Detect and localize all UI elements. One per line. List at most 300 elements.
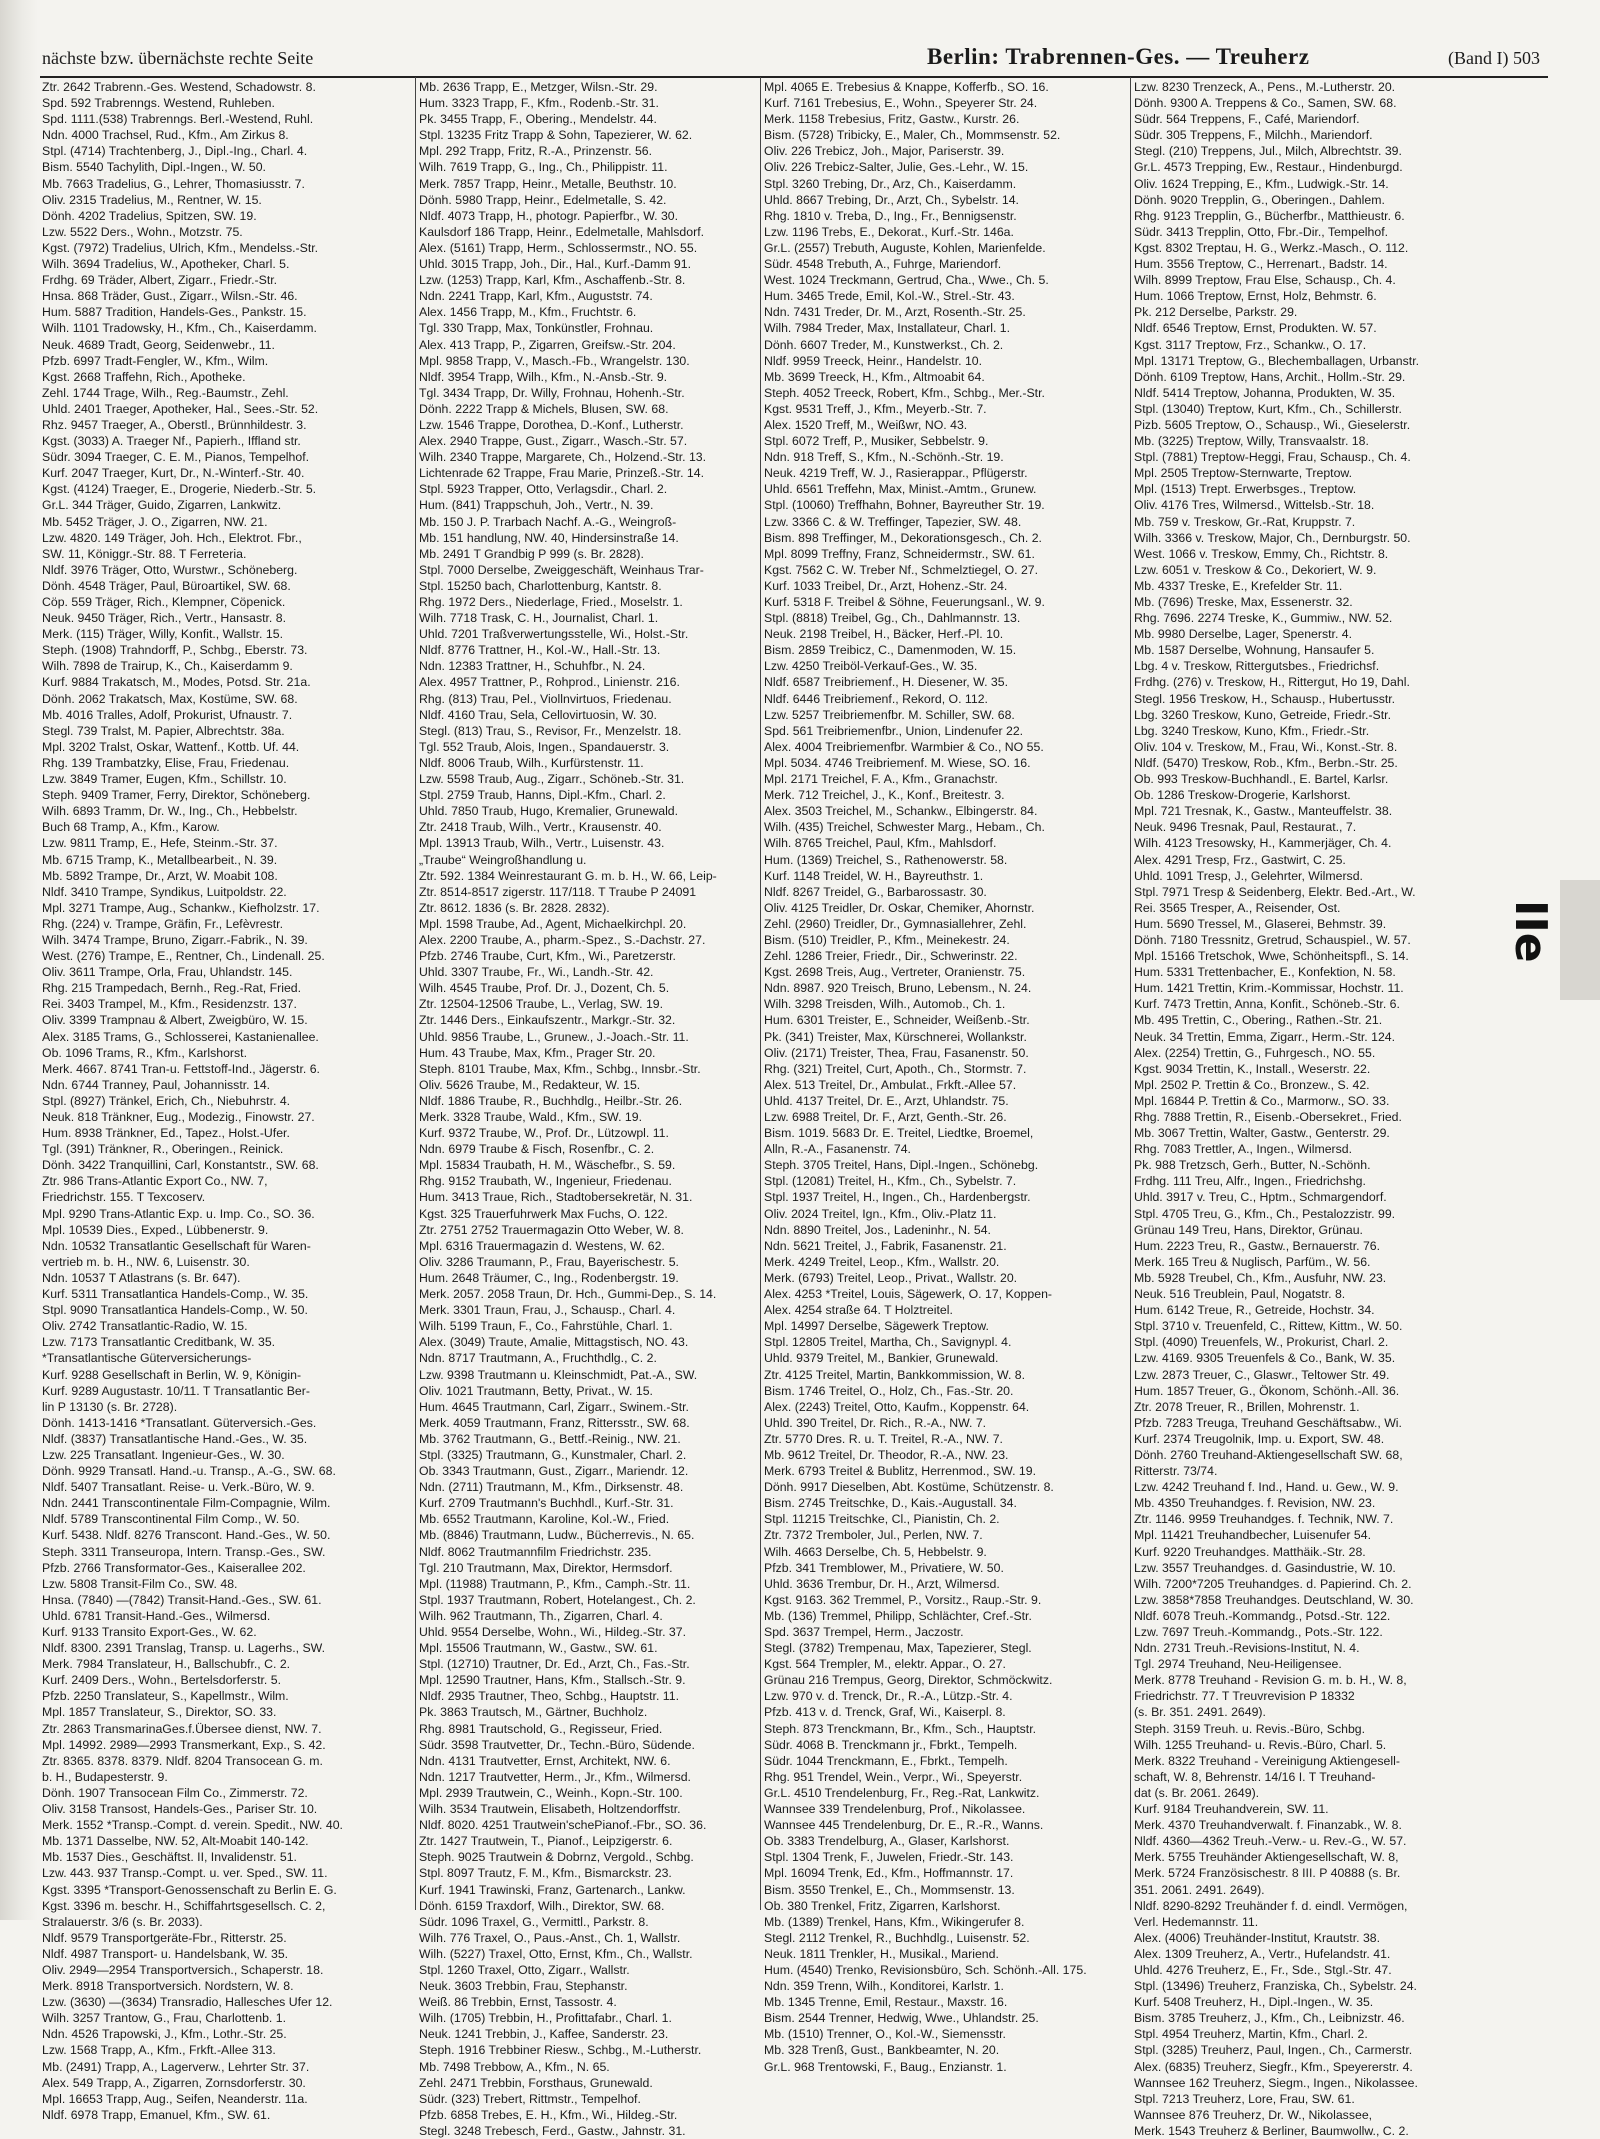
- directory-entry: Hum. 43 Traube, Max, Kfm., Prager Str. 20.: [419, 1045, 656, 1060]
- directory-entry: Wilh. 7984 Treder, Max, Installateur, Charl. 1.: [764, 321, 1011, 336]
- directory-entry: Nldf. 5789 Transcontinental Film Comp., W. 50.: [42, 1512, 300, 1527]
- directory-entry: Südr. 564 Treppens, F., Café, Mariendorf.: [1134, 112, 1360, 127]
- directory-entry: Ob. 1096 Trams, R., Kfm., Karlshorst.: [42, 1045, 248, 1060]
- directory-entry: Dönh. 4202 Tradelius, Spitzen, SW. 19.: [42, 208, 257, 223]
- directory-entry: Stpl. 15250 bach, Charlottenburg, Kantstr. 8.: [419, 578, 662, 593]
- directory-entry: Merk. 3301 Traun, Frau, J., Schausp., Charl. 4.: [419, 1303, 676, 1318]
- directory-entry: Mpl. 1598 Traube, Ad., Agent, Michaelkirchpl. 20.: [419, 916, 687, 931]
- directory-entry: Kgst. 325 Trauerfuhrwerk Max Fuchs, O. 122.: [419, 1206, 668, 1221]
- directory-entry: Stpl. (13040) Treptow, Kurt, Kfm., Ch., Schillerstr.: [1134, 401, 1402, 416]
- directory-entry: Stpl. (7881) Treptow-Heggi, Frau, Schausp., Ch. 4.: [1134, 450, 1411, 465]
- directory-entry: Stpl. 3260 Trebing, Dr., Arz, Ch., Kaiserdamm.: [764, 176, 1017, 191]
- directory-entry: Spd. 561 Treibriemenfbr., Union, Lindenufer 22.: [764, 723, 1024, 738]
- directory-entry: Kgst. 3117 Treptow, Frz., Schankw., O. 17.: [1134, 337, 1367, 352]
- directory-entry: Uhld. 9379 Treitel, M., Bankier, Grunewald.: [764, 1351, 999, 1366]
- directory-entry: Rhg. 7083 Trettler, A., Ingen., Wilmersd.: [1134, 1142, 1353, 1157]
- directory-entry: Mb. 3067 Trettin, Walter, Gastw., Genterstr. 29.: [1134, 1126, 1390, 1141]
- directory-entry: Bism. (510) Treidler, P., Kfm., Meinekestr. 24.: [764, 932, 1010, 947]
- directory-entry: Mpl. 3202 Tralst, Oskar, Wattenf., Kottb. Uf. 44.: [42, 739, 300, 754]
- directory-entry: Wilh. 7200*7205 Treuhandges. d. Papierind. Ch. 2.: [1134, 1576, 1412, 1591]
- directory-entry: Lzw. 9398 Trautmann u. Kleinschmidt, Pat.-A., SW.: [419, 1367, 698, 1382]
- directory-entry: Alex. 4004 Treibriemenfbr. Warmbier & Co., NO 55.: [764, 739, 1044, 754]
- directory-entry: Rhz. 9457 Traeger, A., Oberstl., Brünnhildestr. 3.: [42, 417, 307, 432]
- directory-entry: Ztr. 5770 Dres. R. u. T. Treitel, R.-A., NW. 7.: [764, 1431, 1003, 1446]
- directory-entry: Oliv. 1021 Trautmann, Betty, Privat., W. 15.: [419, 1383, 653, 1398]
- directory-entry: Mb. 328 Trenß, Gust., Bankbeamter, N. 20.: [764, 2043, 1000, 2058]
- directory-entry: Ndn. 6744 Tranney, Paul, Johannisstr. 14.: [42, 1077, 271, 1092]
- directory-entry: Alex. 2940 Trappe, Gust., Zigarr., Wasch.-Str. 57.: [419, 434, 688, 449]
- directory-column-3: [764, 79, 1127, 2075]
- directory-entry: Buch 68 Tramp, A., Kfm., Karow.: [42, 820, 220, 835]
- directory-entry: Merk. 5724 Französischestr. 8 III. P 40888 (s. Br.: [1134, 1866, 1401, 1881]
- directory-entry: Zehl. 1286 Treier, Friedr., Dir., Schwerinstr. 22.: [764, 949, 1018, 964]
- directory-entry: Mpl. 15166 Tretschok, Wwe, Schönheitspfl., S. 14.: [1134, 949, 1409, 964]
- directory-entry: Kgst. 564 Trempler, M., elektr. Appar., O. 27.: [764, 1657, 1006, 1672]
- directory-entry: Mb. 1371 Dasselbe, NW. 52, Alt-Moabit 140-142.: [42, 1834, 309, 1849]
- directory-entry: Lzw. (3630) —(3634) Transradio, Hallesches Ufer 12.: [42, 1995, 333, 2010]
- directory-entry: Stpl. (13496) Treuherz, Franziska, Ch., Sybelstr. 24.: [1134, 1979, 1417, 1994]
- directory-entry: Friedrichstr. 77. T Treuvrevision P 18332: [1134, 1689, 1355, 1704]
- directory-entry: Stegl. (210) Treppens, Jul., Milch, Albrechtstr. 39.: [1134, 144, 1402, 159]
- directory-entry: Südr. (323) Trebert, Rittmstr., Tempelhof.: [419, 2091, 641, 2106]
- column-rule: [415, 77, 416, 1910]
- directory-entry: Merk. 2057. 2058 Traun, Dr. Hch., Gummi-Dep., S. 14.: [419, 1287, 717, 1302]
- directory-entry: Tgl. (391) Tränkner, R., Oberingen., Reinick.: [42, 1142, 284, 1157]
- directory-entry: Pk. 988 Tretzsch, Gerh., Butter, N.-Schönh.: [1134, 1158, 1371, 1173]
- directory-entry: Wilh. 8999 Treptow, Frau Else, Schausp., Ch. 4.: [1134, 273, 1396, 288]
- directory-entry: Kgst. (4124) Traeger, E., Drogerie, Niederb.-Str. 5.: [42, 482, 317, 497]
- directory-entry: Mb. (1510) Trenner, O., Kol.-W., Siemensstr.: [764, 2027, 1006, 2042]
- directory-entry: Wilh. (1705) Trebbin, H., Profittafabr., Charl. 1.: [419, 2011, 672, 2026]
- directory-entry: Stpl. 2759 Traub, Hanns, Dipl.-Kfm., Charl. 2.: [419, 788, 666, 803]
- directory-entry: Nldf. 8006 Traub, Wilh., Kurfürstenstr. 11.: [419, 755, 644, 770]
- directory-entry: Wilh. 3366 v. Treskow, Major, Ch., Dernburgstr. 50.: [1134, 530, 1411, 545]
- directory-entry: Wilh. (5227) Traxel, Otto, Ernst, Kfm., Ch., Wallstr.: [419, 1946, 693, 1961]
- directory-entry: Mb. 5892 Trampe, Dr., Arzt, W. Moabit 108.: [42, 868, 278, 883]
- directory-entry: Wilh. (435) Treichel, Schwester Marg., Hebam., Ch.: [764, 820, 1045, 835]
- directory-entry: Dönh. 6607 Treder, M., Kunstwerkst., Ch. 2.: [764, 337, 1004, 352]
- directory-entry: Merk. 6793 Treitel & Bublitz, Herrenmod., SW. 19.: [764, 1464, 1037, 1479]
- directory-entry: Mb. 2636 Trapp, E., Metzger, Wilsn.-Str. 29.: [419, 80, 658, 94]
- directory-entry: Oliv. (2171) Treister, Thea, Frau, Fasanenstr. 50.: [764, 1045, 1029, 1060]
- directory-entry: Rhg. 215 Trampedach, Bernh., Reg.-Rat, Fried.: [42, 981, 302, 996]
- directory-entry: Rhg. 951 Trendel, Wein., Verpr., Wi., Speyerstr.: [764, 1769, 1023, 1784]
- directory-entry: Mpl. 4065 E. Trebesius & Knappe, Kofferfb., SO. 16.: [764, 80, 1049, 94]
- directory-entry: Ndn. 8890 Treitel, Jos., Ladeninhr., N. 54.: [764, 1222, 991, 1237]
- directory-entry: Ndn. 8987. 920 Treisch, Bruno, Lebensm., N. 24.: [764, 981, 1032, 996]
- directory-entry: Stegl. 3248 Trebesch, Ferd., Gastw., Jahnstr. 31.: [419, 2123, 686, 2138]
- directory-column-2: [419, 79, 757, 2139]
- directory-entry: Alex. (4006) Treuhänder-Institut, Krautstr. 38.: [1134, 1930, 1381, 1945]
- directory-entry: Stpl. 7971 Tresp & Seidenberg, Elektr. Bed.-Art., W.: [1134, 884, 1416, 899]
- directory-entry: Mpl. 5034. 4746 Treibriemenf. M. Wiese, SO. 16.: [764, 755, 1031, 770]
- directory-entry: Grünau 216 Trempus, Georg, Direktor, Schmöckwitz.: [764, 1673, 1053, 1688]
- directory-entry: Nldf. 4073 Trapp, H., photogr. Papierfbr., W. 30.: [419, 208, 679, 223]
- directory-entry: Südr. 1096 Traxel, G., Vermittl., Parkstr. 8.: [419, 1914, 649, 1929]
- directory-entry: Wilh. 1255 Treuhand- u. Revis.-Büro, Charl. 5.: [1134, 1737, 1387, 1752]
- directory-entry: Neuk. 34 Trettin, Emma, Zigarr., Herm.-Str. 124.: [1134, 1029, 1396, 1044]
- directory-entry: Bism. 1019. 5683 Dr. E. Treitel, Liedtke, Broemel,: [764, 1126, 1034, 1141]
- directory-entry: Dönh. 2760 Treuhand-Aktiengesellschaft SW. 68,: [1134, 1447, 1403, 1462]
- directory-entry: Stpl. (8818) Treibel, Gg., Ch., Dahlmannstr. 13.: [764, 611, 1021, 626]
- directory-entry: Hum. 3323 Trapp, F., Kfm., Rodenb.-Str. 31.: [419, 96, 659, 111]
- directory-entry: Stpl. 1937 Treitel, H., Ingen., Ch., Hardenbergstr.: [764, 1190, 1031, 1205]
- directory-entry: Dönh. 5980 Trapp, Heinr., Edelmetalle, S. 42.: [419, 192, 667, 207]
- directory-entry: Friedrichstr. 155. T Texcoserv.: [42, 1190, 206, 1205]
- directory-entry: Nldf. 6078 Treuh.-Kommandg., Potsd.-Str. 122.: [1134, 1608, 1391, 1623]
- header-page-number: (Band I) 503: [1448, 48, 1540, 68]
- directory-entry: Merk. 4370 Treuhandverwalt. f. Finanzabk., W. 8.: [1134, 1818, 1402, 1833]
- directory-entry: Alex. 413 Trapp, P., Zigarren, Greifsw.-Str. 204.: [419, 337, 676, 352]
- directory-entry: Dönh. 9917 Dieselben, Abt. Kostüme, Schützenstr. 8.: [764, 1480, 1054, 1495]
- directory-entry: Steph. 8101 Traube, Max, Kfm., Schbg., Innsbr.-Str.: [419, 1061, 701, 1076]
- directory-entry: Lzw. 3366 C. & W. Treffinger, Tapezier, SW. 48.: [764, 514, 1022, 529]
- directory-entry: Uhld. 3636 Trembur, Dr. H., Arzt, Wilmersd.: [764, 1576, 1000, 1591]
- directory-entry: Mb. (2491) Trapp, A., Lagerverw., Lehrter Str. 37.: [42, 2059, 310, 2074]
- directory-entry: Alex. (2243) Treitel, Otto, Kaufm., Koppenstr. 64.: [764, 1399, 1030, 1414]
- directory-entry: Hum. 5887 Tradition, Handels-Ges., Pankstr. 15.: [42, 305, 307, 320]
- directory-entry: Dönh. 2062 Trakatsch, Max, Kostüme, SW. 68.: [42, 691, 298, 706]
- directory-entry: Südr. 3598 Trautvetter, Dr., Techn.-Büro, Südende.: [419, 1737, 695, 1752]
- directory-entry: Bism. 3550 Trenkel, E., Ch., Mommsenstr. 13.: [764, 1882, 1015, 1897]
- directory-entry: Oliv. 3158 Transost, Handels-Ges., Pariser Str. 10.: [42, 1802, 318, 1817]
- directory-entry: Dönh. 1907 Transocean Film Co., Zimmerstr. 72.: [42, 1785, 308, 1800]
- directory-entry: Alex. 1309 Treuherz, A., Vertr., Hufelandstr. 41.: [1134, 1946, 1391, 1961]
- directory-entry: Neuk. 1241 Trebbin, J., Kaffee, Sanderstr. 23.: [419, 2027, 669, 2042]
- directory-entry: Hum. 1857 Treuer, G., Ökonom, Schönh.-All. 36.: [1134, 1383, 1400, 1398]
- directory-entry: Kgst. 7562 C. W. Treber Nf., Schmelztiegel, O. 27.: [764, 562, 1039, 577]
- directory-entry: Wilh. 962 Trautmann, Th., Zigarren, Charl. 4.: [419, 1608, 663, 1623]
- directory-entry: Ztr. 986 Trans-Atlantic Export Co., NW. 7,: [42, 1174, 268, 1189]
- directory-entry: SW. 11, Königgr.-Str. 88. T Ferreteria.: [42, 546, 247, 561]
- directory-entry: Mb. 4337 Treske, E., Krefelder Str. 11.: [1134, 578, 1343, 593]
- directory-entry: Mb. 9612 Treitel, Dr. Theodor, R.-A., NW. 23.: [764, 1447, 1009, 1462]
- directory-entry: Ztr. 592. 1384 Weinrestaurant G. m. b. H., W. 66, Leip-: [419, 868, 717, 883]
- directory-entry: Uhld. 4276 Treuherz, E., Fr., Sde., Stgl.-Str. 47.: [1134, 1962, 1392, 1977]
- directory-entry: Ob. 3343 Trautmann, Gust., Zigarr., Mariendr. 12.: [419, 1464, 689, 1479]
- directory-entry: Kurf. 5311 Transatlantica Handels-Comp., W. 35.: [42, 1287, 309, 1302]
- directory-entry: Kurf. 5318 F. Treibel & Söhne, Feuerungsanl., W. 9.: [764, 595, 1045, 609]
- directory-entry: Ndn. 5621 Treitel, J., Fabrik, Fasanenstr. 21.: [764, 1238, 1007, 1253]
- directory-entry: Merk. 3328 Traube, Wald., Kfm., SW. 19.: [419, 1110, 643, 1124]
- directory-entry: Stpl. (4090) Treuenfels, W., Prokurist, Charl. 2.: [1134, 1335, 1389, 1350]
- directory-entry: Ztr. 8612. 1836 (s. Br. 2828. 2832).: [419, 900, 610, 915]
- directory-entry: dat (s. Br. 2061. 2649).: [1134, 1785, 1260, 1800]
- directory-entry: Kgst. 3396 m. beschr. H., Schiffahrtsgesellsch. C. 2,: [42, 1898, 326, 1913]
- directory-entry: Gr.L. 4510 Trendelenburg, Fr., Reg.-Rat, Lankwitz.: [764, 1785, 1040, 1800]
- directory-entry: Mpl. 1857 Translateur, S., Direktor, SO. 33.: [42, 1705, 277, 1720]
- directory-entry: Wilh. 2340 Trappe, Margarete, Ch., Holzend.-Str. 13.: [419, 450, 707, 465]
- directory-entry: Nldf. 9959 Treeck, Heinr., Handelstr. 10.: [764, 353, 983, 368]
- directory-entry: Wannsee 339 Trendelenburg, Prof., Nikolassee.: [764, 1802, 1026, 1817]
- directory-entry: Stpl. (12710) Trautner, Dr. Ed., Arzt, Ch., Fas.-Str.: [419, 1657, 690, 1672]
- directory-entry: Dönh. 4548 Träger, Paul, Büroartikel, SW. 68.: [42, 578, 291, 593]
- directory-entry: Nldf. 6978 Trapp, Emanuel, Kfm., SW. 61.: [42, 2107, 271, 2122]
- directory-entry: Mb. 5928 Treubel, Ch., Kfm., Ausfuhr, NW. 23.: [1134, 1270, 1387, 1285]
- directory-entry: Spd. 3637 Trempel, Herm., Jaczostr.: [764, 1625, 964, 1639]
- directory-entry: Neuk. 3603 Trebbin, Frau, Stephanstr.: [419, 1979, 628, 1994]
- directory-entry: Mpl. 10539 Dies., Exped., Lübbenerstr. 9.: [42, 1222, 269, 1237]
- directory-entry: Kurf. 2374 Treugolnik, Imp. u. Export, SW. 48.: [1134, 1431, 1385, 1446]
- header-left: nächste bzw. übernächste rechte Seite: [42, 48, 314, 68]
- directory-entry: Alex. (3049) Traute, Amalie, Mittagstisch, NO. 43.: [419, 1335, 689, 1350]
- directory-entry: Oliv. 5626 Traube, M., Redakteur, W. 15.: [419, 1077, 641, 1092]
- directory-entry: Gr.L. 4573 Trepping, Ew., Restaur., Hindenburgd.: [1134, 160, 1403, 175]
- directory-entry: vertrieb m. b. H., NW. 6, Luisenstr. 30.: [42, 1254, 250, 1269]
- directory-entry: Stpl. 1260 Traxel, Otto, Zigarr., Wallstr.: [419, 1962, 630, 1977]
- directory-entry: Bism. (5728) Tribicky, E., Maler, Ch., Mommsenstr. 52.: [764, 128, 1061, 143]
- directory-entry: Mb. 4016 Tralles, Adolf, Prokurist, Ufnaustr. 7.: [42, 707, 293, 722]
- directory-entry: Ndn. 359 Trenn, Wilh., Konditorei, Karlstr. 1.: [764, 1979, 1004, 1994]
- directory-entry: Wilh. 5199 Traun, F., Co., Fahrstühle, Charl. 1.: [419, 1319, 673, 1334]
- directory-entry: Nldf. 1886 Traube, R., Buchhdlg., Heilbr.-Str. 26.: [419, 1093, 683, 1108]
- directory-entry: Kurf. 2709 Trautmann's Buchhdl., Kurf.-Str. 31.: [419, 1496, 674, 1511]
- directory-entry: Uhld. 3015 Trapp, Joh., Dir., Hal., Kurf.-Damm 91.: [419, 257, 692, 272]
- directory-entry: Steph. (1908) Trahndorff, P., Schbg., Eberstr. 73.: [42, 643, 308, 658]
- directory-entry: Hum. 2648 Träumer, C., Ing., Rodenbergstr. 19.: [419, 1270, 679, 1285]
- column-rule: [760, 77, 761, 1910]
- directory-entry: Mb. 6552 Trautmann, Karoline, Kol.-W., Fried.: [419, 1512, 670, 1527]
- directory-entry: Mpl. 292 Trapp, Fritz, R.-A., Prinzenstr. 56.: [419, 144, 653, 159]
- directory-entry: Südr. 1044 Trenckmann, E., Fbrkt., Tempelh.: [764, 1753, 1008, 1768]
- directory-entry: Mb. 759 v. Treskow, Gr.-Rat, Kruppstr. 7.: [1134, 514, 1356, 529]
- directory-entry: Steph. 9409 Tramer, Ferry, Direktor, Schöneberg.: [42, 788, 311, 803]
- directory-entry: Mpl. 9858 Trapp, V., Masch.-Fb., Wrangelstr. 130.: [419, 353, 690, 368]
- directory-entry: Kurf. 7473 Trettin, Anna, Konfit., Schöneb.-Str. 6.: [1134, 997, 1400, 1012]
- directory-entry: Mb. 5452 Träger, J. O., Zigarren, NW. 21.: [42, 514, 268, 529]
- directory-entry: Oliv. 4125 Treidler, Dr. Oskar, Chemiker, Ahornstr.: [764, 900, 1035, 915]
- directory-entry: Merk. 7984 Translateur, H., Ballschubfr., C. 2.: [42, 1657, 291, 1672]
- directory-entry: Ndn. 2441 Transcontinentale Film-Compagnie, Wilm.: [42, 1496, 331, 1511]
- directory-entry: Ndn. 10537 T Atlastrans (s. Br. 647).: [42, 1270, 241, 1285]
- directory-entry: Merk. 712 Treichel, J., K., Konf., Breitestr. 3.: [764, 788, 1005, 803]
- directory-entry: Mb. 9980 Derselbe, Lager, Spenerstr. 4.: [1134, 627, 1353, 642]
- directory-entry: Hum. 3465 Trede, Emil, Kol.-W., Strel.-Str. 43.: [764, 289, 1015, 304]
- directory-entry: Wilh. 776 Traxel, O., Paus.-Anst., Ch. 1, Wallstr.: [419, 1930, 681, 1945]
- directory-entry: Tgl. 330 Trapp, Max, Tonkünstler, Frohnau.: [419, 321, 654, 336]
- directory-entry: Nldf. 6446 Treibriemenf., Rekord, O. 112.: [764, 691, 988, 706]
- directory-entry: Hum. 6142 Treue, R., Getreide, Hochstr. 34.: [1134, 1303, 1375, 1318]
- directory-entry: Ndn. 6979 Traube & Fisch, Rosenfbr., C. 2.: [419, 1142, 655, 1157]
- directory-entry: Verl. Hedemannstr. 11.: [1134, 1914, 1259, 1929]
- page-edge-glyph: IIe: [1505, 900, 1556, 963]
- directory-entry: Lzw. 3557 Treuhandges. d. Gasindustrie, W. 10.: [1134, 1560, 1396, 1575]
- directory-entry: Mb. 1537 Dies., Geschäftst. II, Invalidenstr. 51.: [42, 1850, 297, 1865]
- directory-entry: Ob. 1286 Treskow-Drogerie, Karlshorst.: [1134, 788, 1351, 803]
- directory-entry: Merk. 4667. 8741 Tran-u. Fettstoff-Ind., Jägerstr. 6.: [42, 1061, 320, 1076]
- directory-entry: Frdhg. 111 Treu, Alfr., Ingen., Friedrichshg.: [1134, 1174, 1366, 1189]
- directory-entry: Merk. 1158 Trebesius, Fritz, Gastw., Kurstr. 26.: [764, 112, 1020, 127]
- directory-entry: Ndn. 2731 Treuh.-Revisions-Institut, N. 4.: [1134, 1641, 1360, 1656]
- directory-entry: Lzw. (1253) Trapp, Karl, Kfm., Aschaffenb.-Str. 8.: [419, 273, 686, 288]
- directory-entry: Dönh. 6109 Treptow, Hans, Archit., Hollm.-Str. 29.: [1134, 369, 1406, 384]
- directory-entry: Stpl. 13235 Fritz Trapp & Sohn, Tapezierer, W. 62.: [419, 128, 693, 143]
- directory-entry: Merk. 4249 Treitel, Leop., Kfm., Wallstr. 20.: [764, 1254, 1000, 1269]
- directory-entry: Pfzb. 6858 Trebes, E. H., Kfm., Wi., Hildeg.-Str.: [419, 2107, 678, 2122]
- directory-entry: Stegl. 2112 Trenkel, R., Buchhdlg., Luisenstr. 52.: [764, 1930, 1030, 1945]
- directory-entry: Alex. 1520 Treff, M., Weißwr, NO. 43.: [764, 417, 968, 432]
- directory-entry: Kgst. 2698 Treis, Aug., Vertreter, Oranienstr. 75.: [764, 965, 1026, 980]
- directory-entry: Ztr. 1446 Ders., Einkaufszentr., Markgr.-Str. 32.: [419, 1013, 676, 1028]
- directory-entry: Ztr. 2418 Traub, Wilh., Vertr., Krausenstr. 40.: [419, 820, 662, 835]
- directory-entry: Lzw. 4820. 149 Träger, Joh. Hch., Elektrot. Fbr.,: [42, 530, 302, 545]
- directory-entry: Wilh. 3534 Trautwein, Elisabeth, Holtzendorffstr.: [419, 1802, 681, 1817]
- directory-entry: Pfzb. 2766 Transformator-Ges., Kaiserallee 202.: [42, 1560, 306, 1575]
- directory-entry: Kgst. (3033) A. Traeger Nf., Papierh., Iffland str.: [42, 434, 301, 449]
- directory-entry: Lzw. 2873 Treuer, C., Glaswr., Teltower Str. 49.: [1134, 1367, 1390, 1382]
- directory-entry: Lzw. 225 Transatlant. Ingenieur-Ges., W. 30.: [42, 1447, 285, 1462]
- directory-entry: Mb. (136) Tremmel, Philipp, Schlächter, Cref.-Str.: [764, 1608, 1032, 1623]
- directory-entry: Rhg. 8981 Trautschold, G., Regisseur, Fried.: [419, 1721, 663, 1736]
- directory-entry: Stpl. 1937 Trautmann, Robert, Hotelangest., Ch. 2.: [419, 1592, 696, 1607]
- directory-entry: Alex. 4957 Trattner, P., Rohprod., Linienstr. 216.: [419, 675, 680, 690]
- directory-entry: Nldf. 4160 Trau, Sela, Cellovirtuosin, W. 30.: [419, 707, 657, 722]
- directory-entry: Südr. 3094 Traeger, C. E. M., Pianos, Tempelhof.: [42, 450, 310, 465]
- directory-entry: Pk. 3455 Trapp, F., Obering., Mendelstr. 44.: [419, 112, 657, 127]
- directory-entry: lin P 13130 (s. Br. 2728).: [42, 1399, 178, 1414]
- directory-entry: Zehl. 2471 Trebbin, Forsthaus, Grunewald.: [419, 2075, 653, 2090]
- directory-entry: Lzw. 4250 Treiböl-Verkauf-Ges., W. 35.: [764, 659, 978, 674]
- directory-entry: Rhg. 139 Trambatzky, Elise, Frau, Friedenau.: [42, 755, 290, 770]
- directory-entry: Steph. 3311 Transeuropa, Intern. Transp.-Ges., SW.: [42, 1544, 326, 1559]
- directory-entry: Stpl. 5923 Trapper, Otto, Verlagsdir., Charl. 2.: [419, 482, 668, 497]
- directory-entry: schaft, W. 8, Behrenstr. 14/16 I. T Treuhand-: [1134, 1769, 1376, 1784]
- directory-entry: Ndn. 7431 Treder, Dr. M., Arzt, Rosenth.-Str. 25.: [764, 305, 1026, 320]
- directory-entry: Rhg. (813) Trau, Pel., Viollnvirtuos, Friedenau.: [419, 691, 672, 706]
- directory-entry: Nldf. 9579 Transportgeräte-Fbr., Ritterstr. 25.: [42, 1930, 287, 1945]
- directory-entry: Wannsee 162 Treuherz, Siegm., Ingen., Nikolassee.: [1134, 2075, 1418, 2090]
- directory-entry: Bism. 5540 Tachylith, Dipl.-Ingen., W. 50.: [42, 160, 266, 175]
- directory-entry: Nldf. 8290-8292 Treuhänder f. d. eindl. Vermögen,: [1134, 1898, 1408, 1913]
- directory-entry: Ztr. 4125 Treitel, Martin, Bankkommission, W. 8.: [764, 1367, 1026, 1382]
- directory-entry: Stpl. 7213 Treuherz, Lore, Frau, SW. 61.: [1134, 2091, 1355, 2106]
- directory-entry: Stpl. (3285) Treuherz, Paul, Ingen., Ch., Carmerstr.: [1134, 2043, 1413, 2058]
- directory-entry: Kgst. 9034 Trettin, K., Install., Weserstr. 22.: [1134, 1061, 1371, 1076]
- directory-entry: Mb. 3699 Treeck, H., Kfm., Altmoabit 64.: [764, 369, 985, 384]
- directory-entry: Dönh. 9929 Transatl. Hand.-u. Transp., A.-G., SW. 68.: [42, 1464, 336, 1479]
- directory-entry: Dönh. 3422 Tranquillini, Carl, Konstantstr., SW. 68.: [42, 1158, 319, 1173]
- directory-entry: Alex. (5161) Trapp, Herm., Schlossermstr., NO. 55.: [419, 240, 698, 255]
- directory-entry: Rhg. 1810 v. Treba, D., Ing., Fr., Bennigsenstr.: [764, 208, 1017, 223]
- directory-entry: Merk. (6793) Treitel, Leop., Privat., Wallstr. 20.: [764, 1270, 1018, 1285]
- directory-entry: Stpl. 8097 Trautz, F. M., Kfm., Bismarckstr. 23.: [419, 1866, 672, 1881]
- directory-entry: Mpl. 721 Tresnak, K., Gastw., Manteuffelstr. 38.: [1134, 804, 1393, 819]
- directory-entry: Uhld. 3307 Traube, Fr., Wi., Landh.-Str. 42.: [419, 965, 654, 980]
- directory-entry: Zehl. (2960) Treidler, Dr., Gymnasiallehrer, Zehl.: [764, 916, 1027, 931]
- directory-entry: Mpl. (1513) Trept. Erwerbsges., Treptow.: [1134, 482, 1357, 497]
- directory-entry: Mb. 6715 Tramp, K., Metallbearbeit., N. 39.: [42, 852, 278, 867]
- directory-entry: Nldf. 4360—4362 Treuh.-Verw.- u. Rev.-G., W. 57.: [1134, 1834, 1407, 1849]
- directory-entry: Lzw. 1568 Trapp, A., Kfm., Frkft.-Allee 313.: [42, 2043, 276, 2058]
- directory-entry: Nldf. (3837) Transatlantische Hand.-Ges., W. 35.: [42, 1431, 308, 1446]
- directory-entry: Ndn. 10532 Transatlantic Gesellschaft für Waren-: [42, 1238, 311, 1253]
- directory-entry: Mpl. 14997 Derselbe, Sägewerk Treptow.: [764, 1319, 989, 1334]
- directory-entry: Lzw. 1546 Trappe, Dorothea, D.-Konf., Lutherstr.: [419, 417, 684, 432]
- directory-entry: Bism. 2544 Trenner, Hedwig, Wwe., Uhlandstr. 25.: [764, 2011, 1039, 2026]
- directory-entry: Hum. 2223 Treu, R., Gastw., Bernauerstr. 76.: [1134, 1238, 1381, 1253]
- directory-entry: *Transatlantische Güterversicherungs-: [42, 1351, 252, 1366]
- directory-entry: Mb. (1389) Trenkel, Hans, Kfm., Wikingerufer 8.: [764, 1914, 1025, 1929]
- directory-entry: Nldf. 5414 Treptow, Johanna, Produkten, W. 35.: [1134, 385, 1396, 400]
- directory-entry: Wilh. 4123 Tresowsky, H., Kammerjäger, Ch. 4.: [1134, 836, 1392, 851]
- directory-entry: Hum. 3413 Traue, Rich., Stadtobersekretär, N. 31.: [419, 1190, 693, 1205]
- directory-entry: Tgl. 3434 Trapp, Dr. Willy, Frohnau, Hohenh.-Str.: [419, 385, 685, 400]
- directory-entry: Steph. 9025 Trautwein & Dobrnz, Vergold., Schbg.: [419, 1850, 694, 1865]
- directory-entry: Mpl. 15506 Trautmann, W., Gastw., SW. 61.: [419, 1641, 658, 1656]
- directory-entry: Pizb. 5605 Treptow, O., Schausp., Wi., Gieselerstr.: [1134, 417, 1411, 432]
- directory-entry: Uhld. 6561 Treffehn, Max, Minist.-Amtm., Grunew.: [764, 482, 1037, 497]
- directory-entry: Lzw. 5522 Ders., Wohn., Motzstr. 75.: [42, 224, 243, 239]
- directory-entry: Mpl. (11988) Trautmann, P., Kfm., Camph.-Str. 11.: [419, 1576, 691, 1591]
- directory-entry: Wilh. 7898 de Trairup, K., Ch., Kaiserdamm 9.: [42, 659, 293, 674]
- directory-entry: Oliv. 2742 Transatlantic-Radio, W. 15.: [42, 1319, 248, 1334]
- directory-entry: Kgst. 9531 Treff, J., Kfm., Meyerb.-Str. 7.: [764, 401, 987, 416]
- directory-entry: Südr. 4548 Trebuth, A., Fuhrge, Mariendorf.: [764, 257, 1002, 272]
- directory-entry: Kurf. 9372 Traube, W., Prof. Dr., Lützowpl. 11.: [419, 1126, 669, 1141]
- directory-entry: Spd. 592 Trabrenngs. Westend, Ruhleben.: [42, 96, 275, 111]
- directory-entry: Oliv. 3611 Trampe, Orla, Frau, Uhlandstr. 145.: [42, 965, 293, 980]
- directory-entry: Lzw. 5257 Treibriemenfbr. M. Schiller, SW. 68.: [764, 707, 1015, 722]
- directory-entry: Oliv. 4176 Tres, Wilmersd., Wittelsb.-Str. 18.: [1134, 498, 1375, 513]
- directory-entry: Nldf. 8020. 4251 Trautwein'schePianof.-Fbr., SO. 36.: [419, 1818, 707, 1833]
- directory-entry: Oliv. 2024 Treitel, Ign., Kfm., Oliv.-Platz 11.: [764, 1206, 997, 1221]
- directory-entry: Lzw. 6051 v. Treskow & Co., Dekoriert, W. 9.: [1134, 562, 1377, 577]
- directory-entry: Lzw. 443. 937 Transp.-Compt. u. ver. Sped., SW. 11.: [42, 1866, 328, 1881]
- directory-entry: Rhg. 9123 Trepplin, G., Bücherfbr., Matthieustr. 6.: [1134, 208, 1405, 223]
- directory-entry: Nldf. 6587 Treibriemenf., H. Diesener, W. 35.: [764, 675, 1008, 690]
- directory-entry: Kurf. 9184 Treuhandverein, SW. 11.: [1134, 1802, 1329, 1817]
- directory-entry: Oliv. 2315 Tradelius, M., Rentner, W. 15.: [42, 192, 262, 207]
- directory-entry: Oliv. 226 Trebicz-Salter, Julie, Ges.-Lehr., W. 15.: [764, 160, 1029, 175]
- page-gutter: [0, 0, 38, 1920]
- directory-entry: Pk. (341) Treister, Max, Kürschnerei, Wollankstr.: [764, 1029, 1027, 1044]
- directory-entry: Tgl. 210 Trautmann, Max, Direktor, Hermsdorf.: [419, 1560, 673, 1575]
- directory-entry: Pfzb. 2250 Translateur, S., Kapellmstr., Wilm.: [42, 1689, 289, 1704]
- directory-entry: Dönh. 7180 Tressnitz, Gretrud, Schauspiel., W. 57.: [1134, 932, 1411, 947]
- directory-entry: Dönh. 2222 Trapp & Michels, Blusen, SW. 68.: [419, 401, 669, 416]
- directory-entry: Kurf. 5438. Nldf. 8276 Transcont. Hand.-Ges., W. 50.: [42, 1528, 331, 1543]
- directory-entry: Kurf. 2047 Traeger, Kurt, Dr., N.-Winterf.-Str. 40.: [42, 466, 305, 481]
- directory-entry: Neuk. 818 Tränkner, Eug., Modezig., Finowstr. 27.: [42, 1110, 315, 1124]
- directory-entry: Pk. 212 Derselbe, Parkstr. 29.: [1134, 305, 1298, 320]
- directory-entry: Hum. 8938 Tränkner, Ed., Tapez., Holst.-Ufer.: [42, 1126, 290, 1141]
- directory-entry: Merk. 8918 Transportversich. Nordstern, W. 8.: [42, 1979, 294, 1994]
- directory-entry: Neuk. 4689 Tradt, Georg, Seidenwebr., 11.: [42, 337, 275, 352]
- header-rule: [40, 76, 1548, 78]
- directory-entry: Mpl. 2939 Trautwein, C., Weinh., Kopn.-Str. 100.: [419, 1785, 683, 1800]
- directory-entry: Alex. 513 Treitel, Dr., Ambulat., Frkft.-Allee 57.: [764, 1077, 1017, 1092]
- directory-entry: Ztr. 8514-8517 zigerstr. 117/118. T Traube P 24091: [419, 884, 697, 899]
- directory-entry: Nldf. 6546 Treptow, Ernst, Produkten. W. 57.: [1134, 321, 1377, 336]
- directory-entry: Bism. 898 Treffinger, M., Dekorationsgesch., Ch. 2.: [764, 530, 1042, 545]
- directory-entry: Stralauerstr. 3/6 (s. Br. 2033).: [42, 1914, 203, 1929]
- directory-entry: Uhld. 6781 Transit-Hand.-Ges., Wilmersd.: [42, 1608, 271, 1623]
- directory-entry: Mb. (3225) Treptow, Willy, Transvaalstr. 18.: [1134, 434, 1369, 449]
- directory-entry: Mb. (7696) Treske, Max, Essenerstr. 32.: [1134, 595, 1353, 609]
- directory-entry: Hum. (841) Trappschuh, Joh., Vertr., N. 39.: [419, 498, 654, 513]
- directory-entry: Uhld. 9856 Traube, L., Grunew., J.-Joach.-Str. 11.: [419, 1029, 689, 1044]
- directory-entry: Wilh. 6893 Tramm, Dr. W., Ing., Ch., Hebbelstr.: [42, 804, 298, 819]
- directory-entry: Ztr. 2863 TransmarinaGes.f.Übersee dienst, NW. 7.: [42, 1721, 322, 1736]
- directory-entry: Ndn. 1217 Trautvetter, Herm., Jr., Kfm., Wilmersd.: [419, 1769, 691, 1784]
- directory-entry: Ndn. (2711) Trautmann, M., Kfm., Dirksenstr. 48.: [419, 1480, 684, 1495]
- directory-entry: Ztr. 1146. 9959 Treuhandges. f. Technik, NW. 7.: [1134, 1512, 1394, 1527]
- directory-entry: Kurf. 5408 Treuherz, H., Dipl.-Ingen., W. 35.: [1134, 1995, 1374, 2010]
- directory-entry: Mpl. 16094 Trenk, Ed., Kfm., Hoffmannstr. 17.: [764, 1866, 1014, 1881]
- directory-entry: Kaulsdorf 186 Trapp, Heinr., Edelmetalle, Mahlsdorf.: [419, 224, 705, 239]
- directory-entry: Mb. 4350 Treuhandges. f. Revision, NW. 23.: [1134, 1496, 1376, 1511]
- directory-entry: Mpl. 12590 Trautner, Hans, Kfm., Stallsch.-Str. 9.: [419, 1673, 686, 1688]
